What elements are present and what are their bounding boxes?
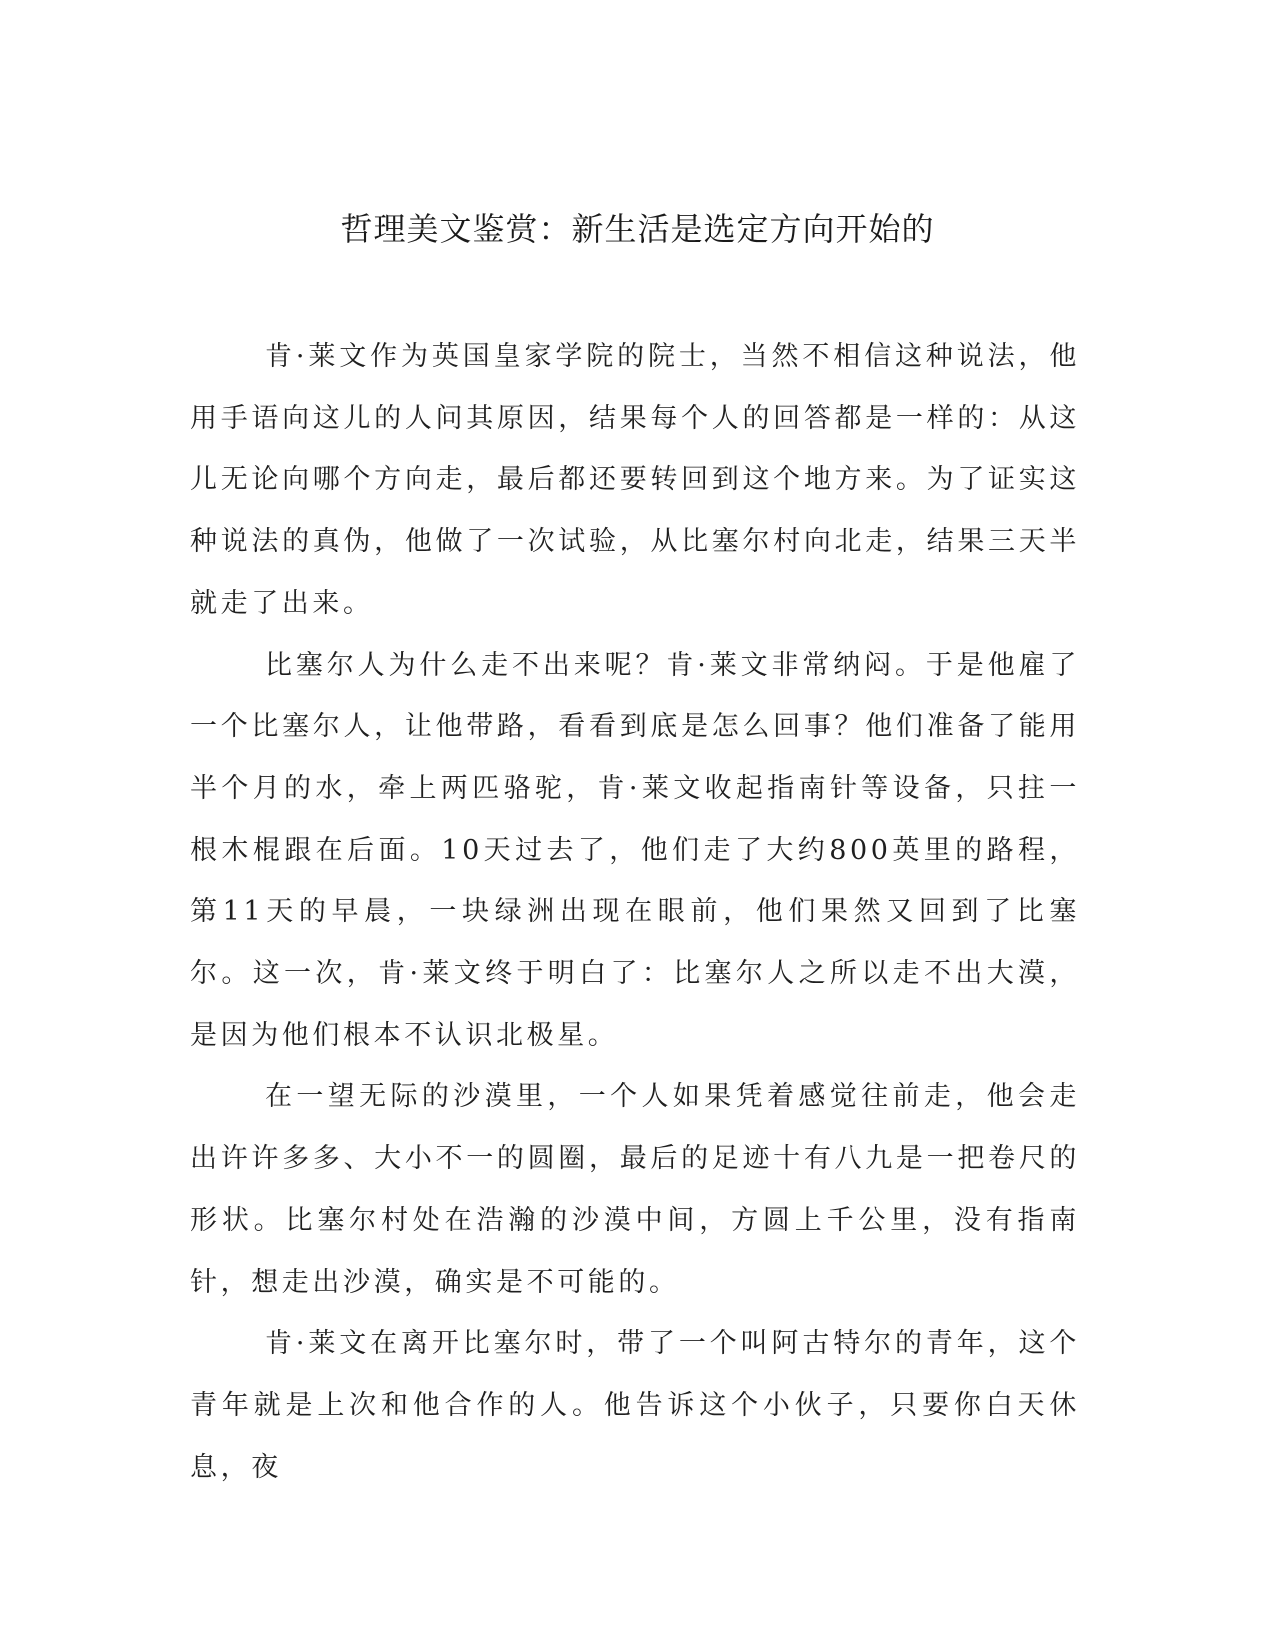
paragraph: 肯·莱文在离开比塞尔时，带了一个叫阿古特尔的青年，这个青年就是上次和他合作的人。他告诉这个小伙子，只要你白天休息，夜 [190,1328,1080,1483]
paragraph: 比塞尔人为什么走不出来呢？肯·莱文非常纳闷。于是他雇了一个比塞尔人，让他带路，看看到底是怎么回事？他们准备了能用半个月的水，牵上两匹骆驼，肯·莱文收起指南针等设备，只拄一根木棍跟在后面。10天过去了，他们走了大约800英里的路程，第11天的早晨，一块绿洲出现在眼前，他们果然又回到了比塞尔。这一次，肯·莱文终于明白了：比塞尔人之所以走不出大漠，是因为他们根本不认识北极星。 [190,649,1080,1051]
document-title: 哲理美文鉴赏：新生活是选定方向开始的 [340,210,935,248]
document-body [190,326,1080,1498]
paragraph: 肯·莱文作为英国皇家学院的院士，当然不相信这种说法，他用手语向这儿的人问其原因，结果每个人的回答都是一样的：从这儿无论向哪个方向走，最后都还要转回到这个地方来。为了证实这种说法的真伪，他做了一次试验，从比塞尔村向北走，结果三天半就走了出来。 [190,341,1080,619]
paragraph: 在一望无际的沙漠里，一个人如果凭着感觉往前走，他会走出许许多多、大小不一的圆圈，最后的足迹十有八九是一把卷尺的形状。比塞尔村处在浩瀚的沙漠中间，方圆上千公里，没有指南针，想走出沙漠，确实是不可能的。 [190,1081,1080,1298]
